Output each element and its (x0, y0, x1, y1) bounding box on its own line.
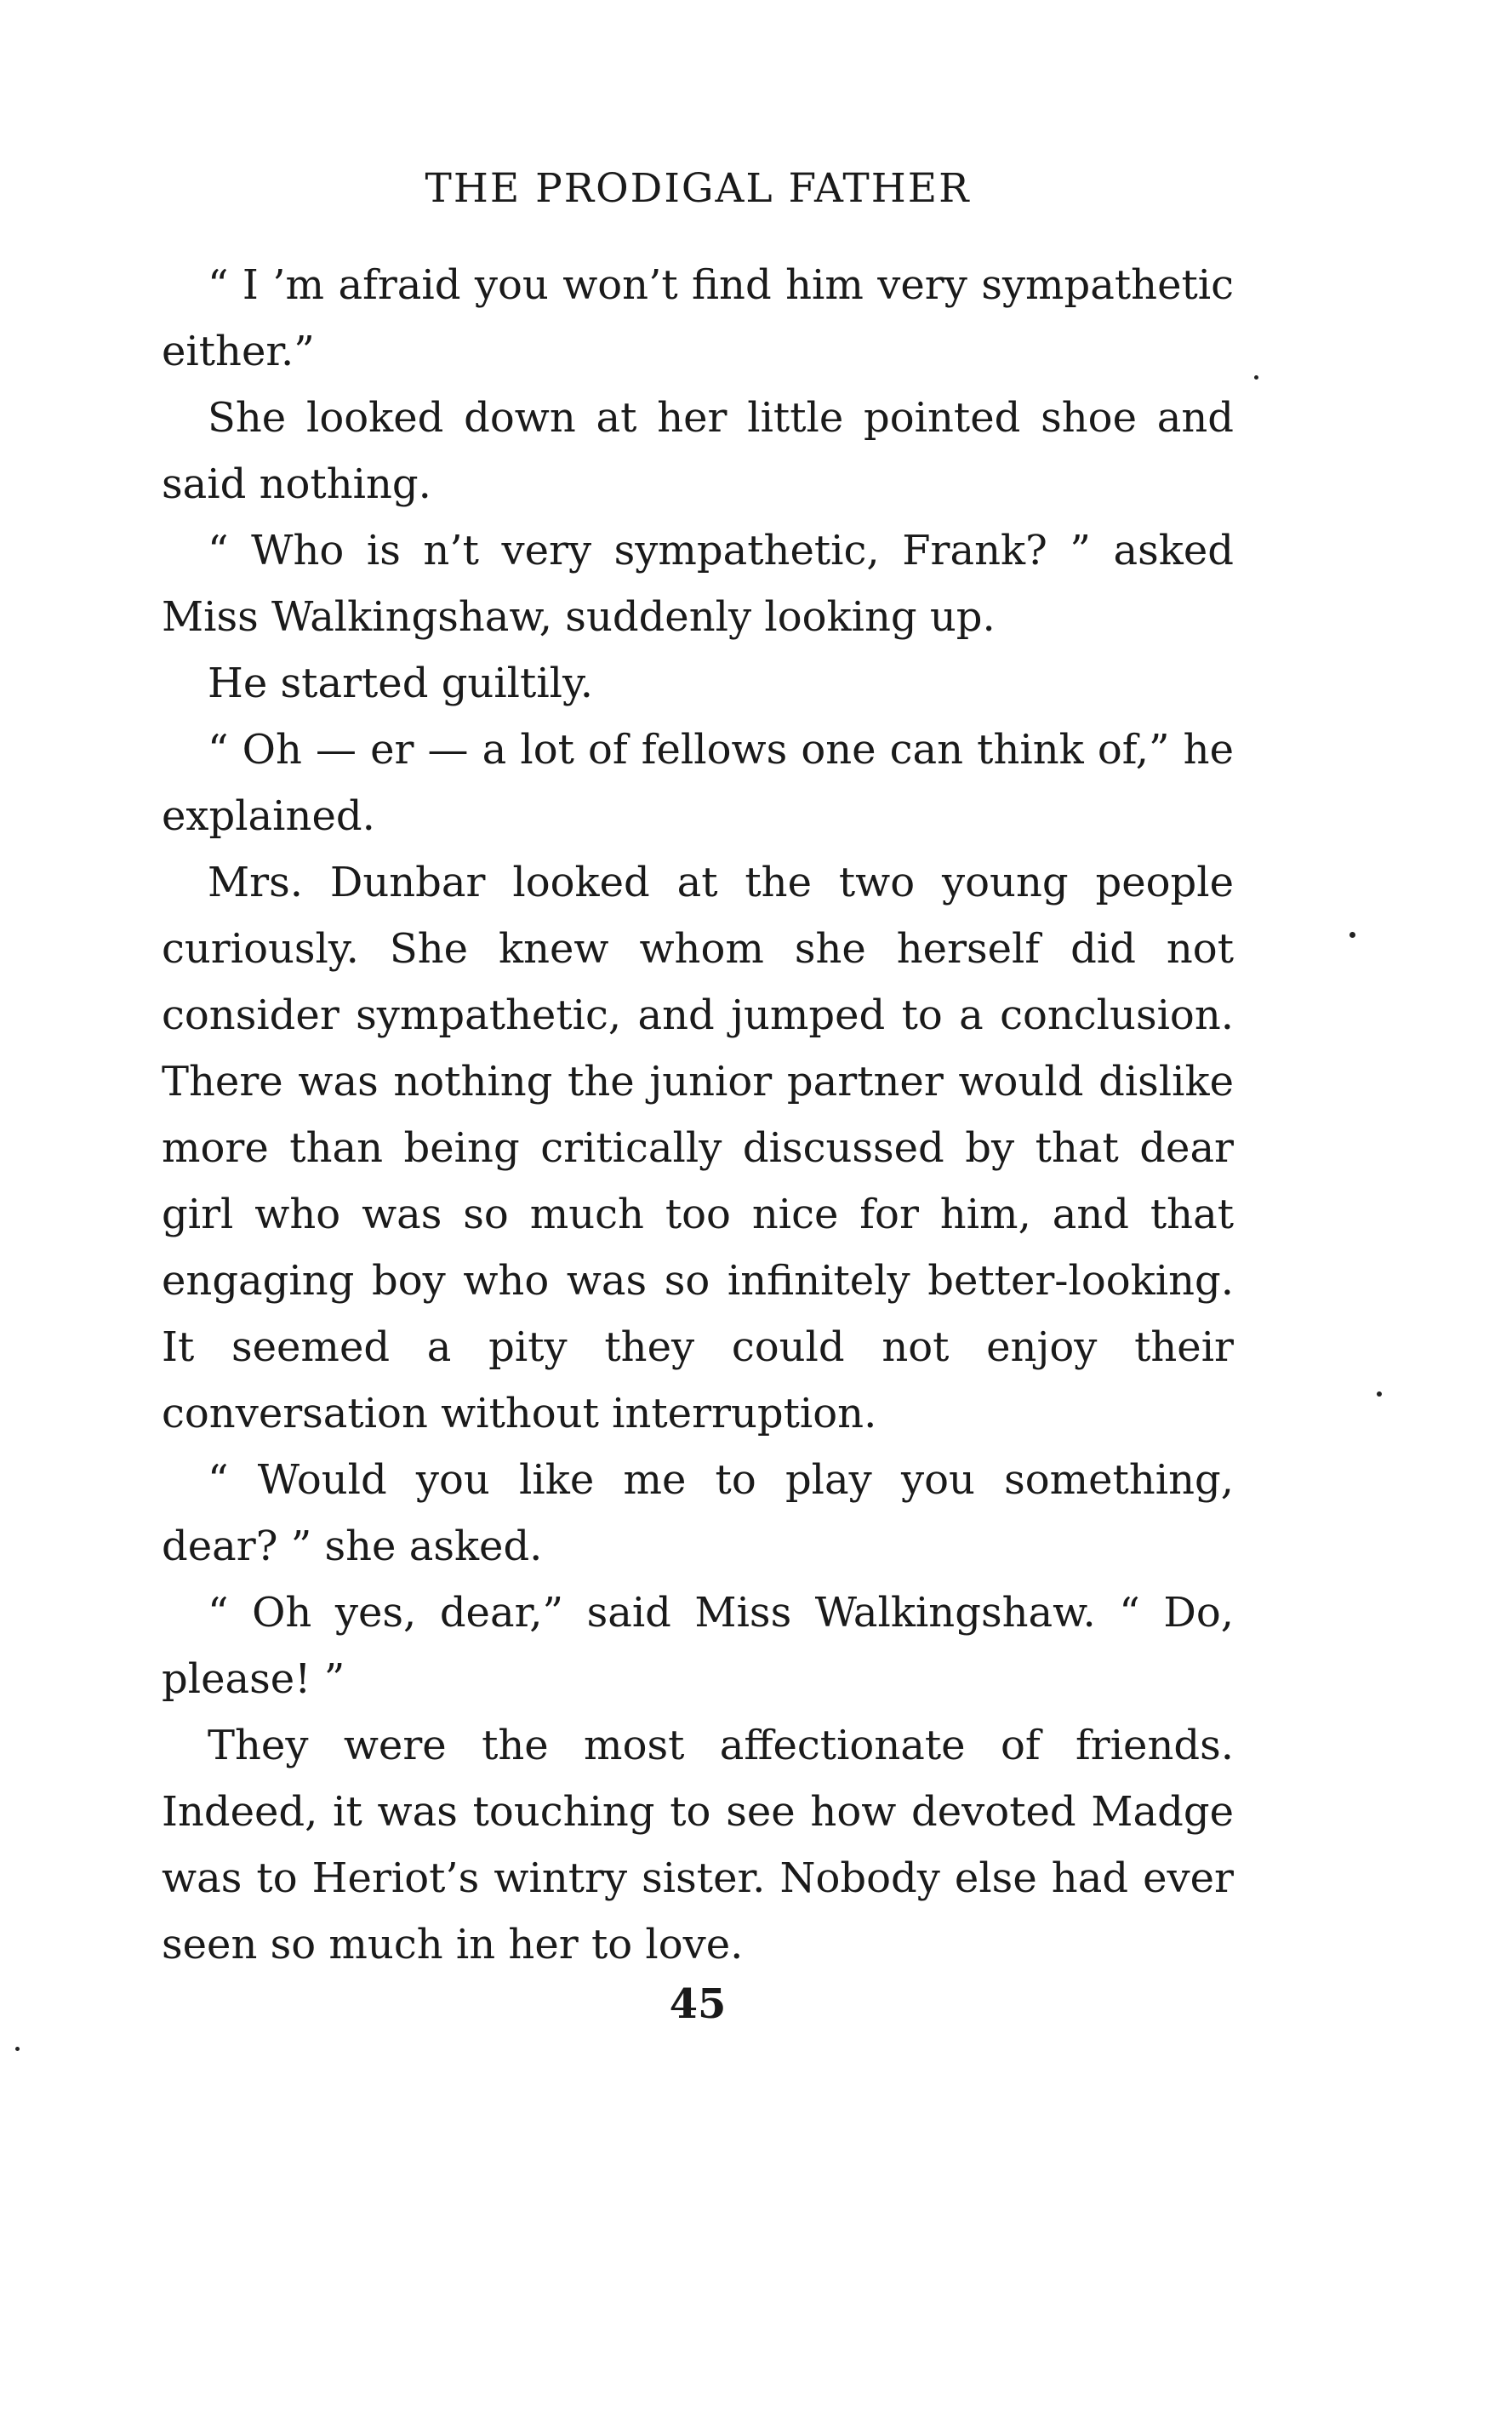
scan-speck (1254, 375, 1258, 380)
body-text (162, 252, 1234, 1978)
scan-speck (15, 2047, 20, 2051)
paragraph: “ I ’m afraid you won’t find him very sympathetic either.” (162, 261, 1234, 375)
page-number: 45 (669, 1980, 727, 2028)
scan-speck (1349, 932, 1355, 938)
paragraph: “ Oh — er — a lot of fellows one can think of,” he explained. (162, 726, 1234, 840)
paragraph: She looked down at her little pointed shoe and said nothing. (162, 394, 1234, 508)
paragraph: He started guiltily. (208, 660, 594, 707)
paragraph: They were the most affectionate of friends. Indeed, it was touching to see how devoted Madge was to Heriot’s wintry sister. Nobody else had ever seen so much in her to love. (162, 1722, 1234, 1968)
scan-speck (1377, 1391, 1382, 1397)
running-head: THE PRODIGAL FATHER (425, 165, 971, 212)
paragraph: Mrs. Dunbar looked at the two young people curiously. She knew whom she herself did not consider sympathetic, and jumped to a conclusion. There was nothing the junior partner would dislike more than being critically discussed by that dear girl who was so much too nice for him, and that engaging boy who was so infinitely better-looking. It seemed a pity they could not enjoy their conversation without interruption. (162, 859, 1234, 1437)
paragraph: “ Who is n’t very sympathetic, Frank? ” asked Miss Walkingshaw, suddenly looking up. (162, 527, 1234, 641)
paragraph: “ Oh yes, dear,” said Miss Walkingshaw. “ Do, please! ” (162, 1589, 1234, 1703)
paragraph: “ Would you like me to play you something, dear? ” she asked. (162, 1456, 1234, 1570)
